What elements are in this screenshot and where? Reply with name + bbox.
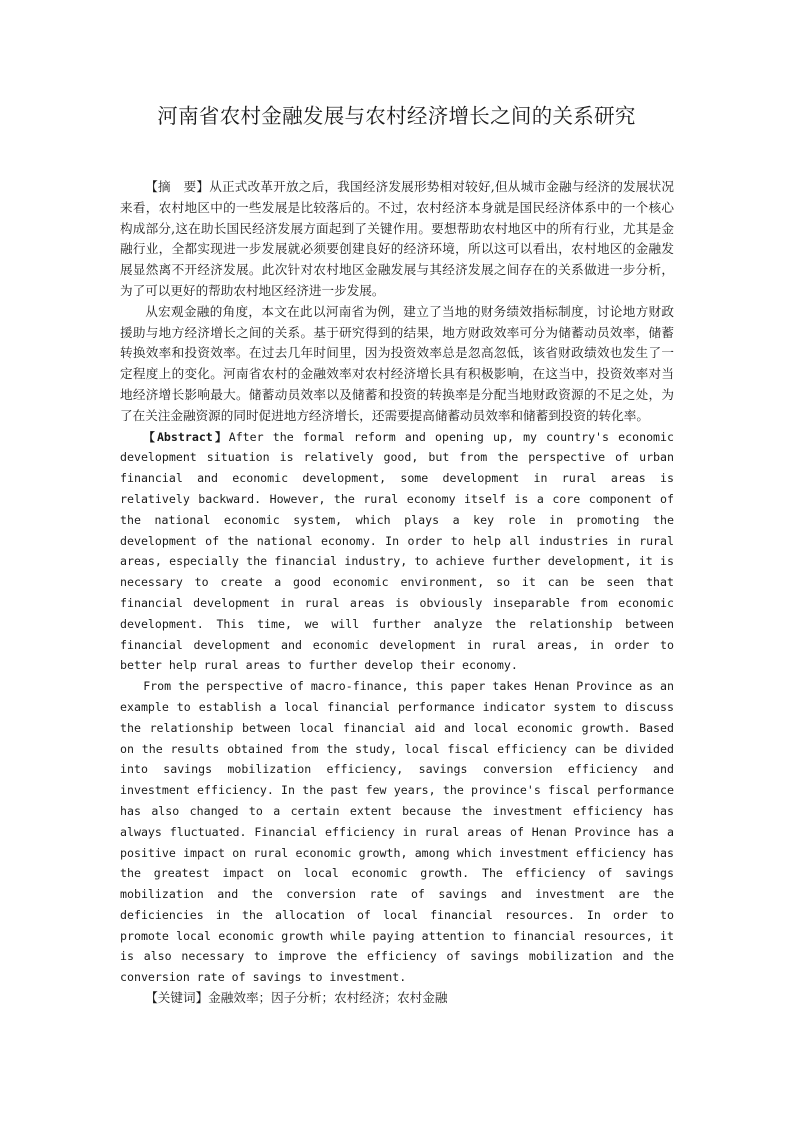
abstract-en-text: After the formal reform and opening up, my country's economic development situation is relatively good, but from the perspective of urban financial and economic development, some development in rural areas is relatively backward. However, the rural economy itself is a core component of the national economic system, which plays a key role in promoting the development of the national economy. In order to help all industries in rural areas, especially the financial industry, to achieve further development, it is necessary to create a good economic environment, so it can be seen that financial development in rural areas is obviously inseparable from economic development. This time, we will further analyze the relationship between financial development and economic development in rural areas, in order to better help rural areas to further develop their economy. xyxy=(120,429,674,673)
keywords-text: 金融效率；因子分析；农村经济；农村金融 xyxy=(208,990,448,1006)
abstract-cn-paragraph xyxy=(120,177,674,302)
abstract-en-label: 【Abstract】 xyxy=(143,429,229,444)
paper-title: 河南省农村金融发展与农村经济增长之间的关系研究 xyxy=(157,104,636,128)
abstract-cn-label: 【摘 要】 xyxy=(145,179,210,194)
keywords-paragraph xyxy=(120,988,674,1009)
abstract-en-paragraph-2: From the perspective of macro-finance, this paper takes Henan Province as an example to establish a local financial performance indicator system to discuss the relationship between local financial aid and local economic growth. Based on the results obtained from the study, local fiscal efficiency can be divided into savings mobilization efficiency, savings conversion efficiency and investment efficiency. In the past few years, the province's fiscal performance has also changed to a certain extent because the investment efficiency has always fluctuated. Financial efficiency in rural areas of Henan Province has a positive impact on rural economic growth, among which investment efficiency has the greatest impact on local economic growth. The efficiency of savings mobilization and the conversion rate of savings and investment are the deficiencies in the allocation of local financial resources. In order to promote local economic growth while paying attention to financial resources, it is also necessary to improve the efficiency of savings mobilization and the conversion rate of savings to investment. xyxy=(120,679,674,985)
abstract-section xyxy=(120,177,674,1009)
abstract-cn-paragraph-2: 从宏观金融的角度，本文在此以河南省为例，建立了当地的财务绩效指标制度，讨论地方财政援助与地方经济增长之间的关系。基于研究得到的结果，地方财政效率可分为储蓄动员效率，储蓄转换效率和投资效率。在过去几年时间里，因为投资效率总是忽高忽低，该省财政绩效也发生了一定程度上的变化。河南省农村的金融效率对农村经济增长具有积极影响，在这当中，投资效率对当地经济增长影响最大。储蓄动员效率以及储蓄和投资的转换率是分配当地财政资源的不足之处，为了在关注金融资源的同时促进地方经济增长，还需要提高储蓄动员效率和储蓄到投资的转化率。 xyxy=(120,303,674,423)
keywords-label: 【关键词】 xyxy=(145,990,209,1006)
abstract-cn-text: 从正式改革开放之后，我国经济发展形势相对较好,但从城市金融与经济的发展状况来看，农村地区中的一些发展是比较落后的。不过，农村经济本身就是国民经济体系中的一个核心构成部分,这在助长国民经济发展方面起到了关键作用。要想帮助农村地区中的所有行业，尤其是金融行业，全都实现进一步发展就必须要创建良好的经济环境，所以这可以看出，农村地区的金融发展显然离不开经济发展。此次针对农村地区金融发展与其经济发展之间存在的关系做进一步分析，为了可以更好的帮助农村地区经济进一步发展。 xyxy=(120,179,674,298)
abstract-en-paragraph xyxy=(120,427,674,677)
